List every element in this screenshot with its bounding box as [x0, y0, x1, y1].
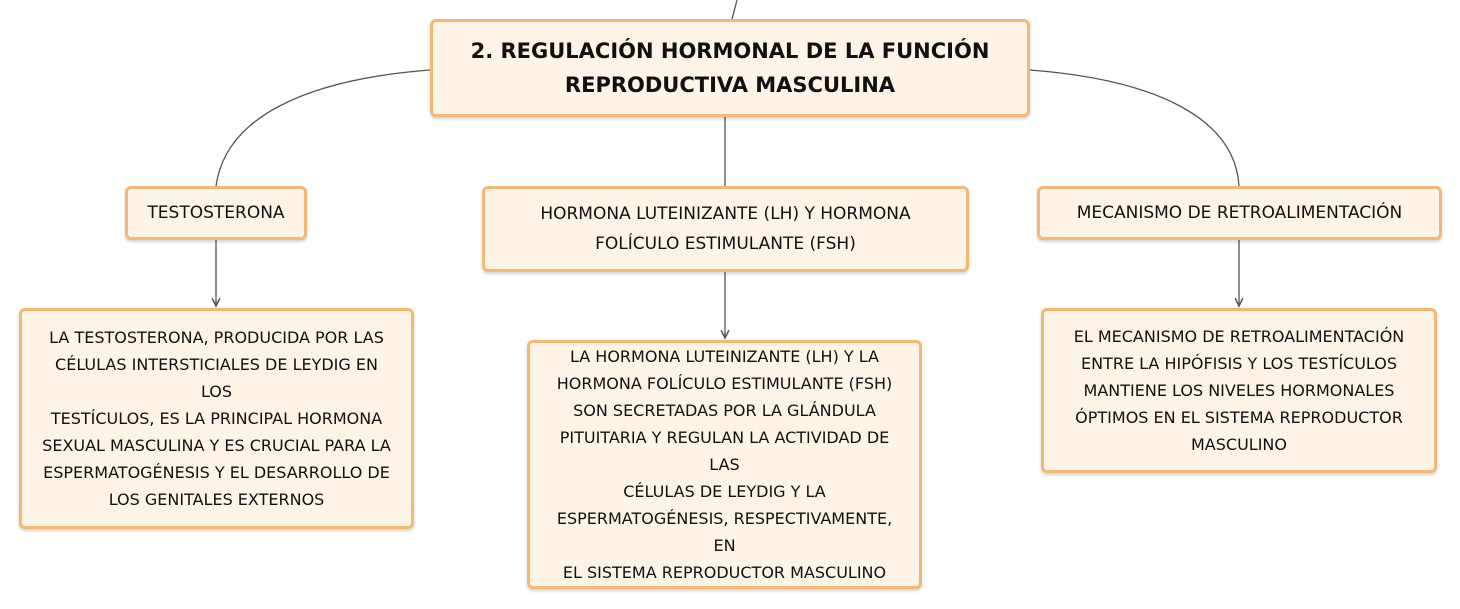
connector-root-retroalimentacion: [1030, 70, 1239, 186]
detail-line: CÉLULAS DE LEYDIG Y LA: [623, 482, 826, 501]
detail-line: ENTRE LA HIPÓFISIS Y LOS TESTÍCULOS: [1080, 354, 1398, 373]
detail-line: EL SISTEMA REPRODUCTOR MASCULINO: [562, 563, 887, 582]
detail-line: SON SECRETADAS POR LA GLÁNDULA: [573, 401, 876, 420]
detail-line: MASCULINO: [1191, 435, 1287, 454]
root-title: [471, 34, 990, 102]
detail-line: LOS GENITALES EXTERNOS: [108, 490, 325, 509]
topic-node-retroalimentacion[interactable]: [1037, 186, 1442, 240]
detail-line: LA HORMONA LUTEINIZANTE (LH) Y LA: [569, 347, 879, 366]
topic-label-line: HORMONA LUTEINIZANTE (LH) Y HORMONA: [540, 204, 911, 224]
topic-label-line: TESTOSTERONA: [147, 203, 285, 223]
topic-label: [1077, 198, 1403, 228]
detail-node-lh-fsh[interactable]: [527, 340, 922, 589]
root-node[interactable]: [430, 19, 1030, 117]
detail-line: ESPERMATOGÉNESIS Y EL DESARROLLO DE: [43, 463, 390, 482]
detail-line: ÓPTIMOS EN EL SISTEMA REPRODUCTOR: [1075, 408, 1403, 427]
detail-line: EL MECANISMO DE RETROALIMENTACIÓN: [1073, 327, 1405, 346]
detail-node-retroalimentacion[interactable]: [1041, 308, 1437, 473]
detail-line: ESPERMATOGÉNESIS, RESPECTIVAMENTE, EN: [556, 509, 893, 555]
detail-node-testosterona[interactable]: [19, 308, 414, 529]
root-title-line: REPRODUCTIVA MASCULINA: [564, 73, 896, 97]
topic-label-line: MECANISMO DE RETROALIMENTACIÓN: [1076, 203, 1403, 223]
detail-line: MANTIENE LOS NIVELES HORMONALES: [1083, 381, 1395, 400]
detail-text: [40, 324, 393, 513]
detail-line: HORMONA FOLÍCULO ESTIMULANTE (FSH): [556, 374, 893, 393]
connector-incoming: [732, 0, 737, 19]
detail-line: PITUITARIA Y REGULAN LA ACTIVIDAD DE LAS: [559, 428, 890, 474]
detail-text: [548, 343, 901, 586]
topic-node-lh-fsh[interactable]: [482, 186, 969, 272]
topic-label: [147, 198, 284, 228]
topic-label-line: FOLÍCULO ESTIMULANTE (FSH): [595, 234, 856, 254]
topic-label: [540, 199, 910, 259]
detail-text: [1074, 323, 1405, 458]
connector-root-testosterona: [216, 70, 430, 186]
detail-line: CÉLULAS INTERSTICIALES DE LEYDIG EN LOS: [55, 355, 378, 401]
root-title-line: 2. REGULACIÓN HORMONAL DE LA FUNCIÓN: [470, 39, 990, 63]
detail-line: TESTÍCULOS, ES LA PRINCIPAL HORMONA: [50, 409, 383, 428]
topic-node-testosterona[interactable]: [125, 186, 307, 240]
detail-line: SEXUAL MASCULINA Y ES CRUCIAL PARA LA: [42, 436, 391, 455]
detail-line: LA TESTOSTERONA, PRODUCIDA POR LAS: [49, 328, 384, 347]
